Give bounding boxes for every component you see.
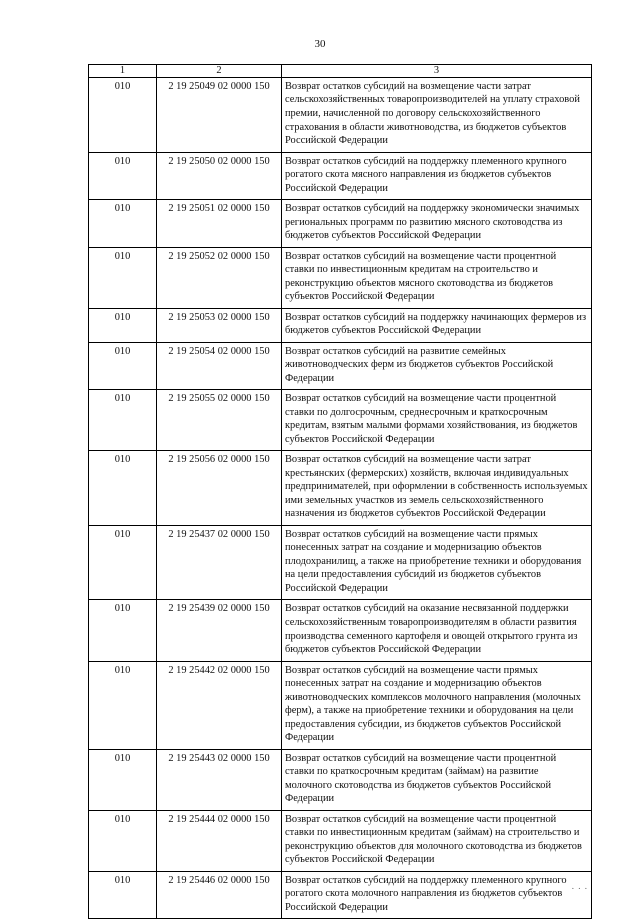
budget-code-cell: 2 19 25446 02 0000 150: [157, 871, 282, 919]
description-cell: Возврат остатков субсидий на возмещение части прямых понесенных затрат на создание и модернизацию объектов плодохранилищ, а также на приобретение техники и оборудования на цели предоставления субсидий из бюджетов субъектов Российской Федерации: [282, 525, 592, 600]
budget-code-cell: 2 19 25056 02 0000 150: [157, 451, 282, 526]
admin-code-cell: 010: [89, 525, 157, 600]
admin-code-cell: 010: [89, 200, 157, 248]
admin-code-cell: 010: [89, 247, 157, 308]
table-row: [89, 749, 592, 810]
table-header: [89, 65, 592, 78]
table-body: [89, 77, 592, 918]
description-cell: Возврат остатков субсидий на возмещение части процентной ставки по краткосрочным кредитам (займам) на развитие молочного скотоводства из бюджетов субъектов Российской Федерации: [282, 749, 592, 810]
table-row: [89, 77, 592, 152]
corner-mark: . . .: [571, 881, 588, 891]
budget-code-cell: 2 19 25444 02 0000 150: [157, 810, 282, 871]
table-row: [89, 661, 592, 749]
budget-code-cell: 2 19 25051 02 0000 150: [157, 200, 282, 248]
budget-code-cell: 2 19 25437 02 0000 150: [157, 525, 282, 600]
admin-code-cell: 010: [89, 342, 157, 390]
table-row: [89, 600, 592, 661]
budget-code-cell: 2 19 25055 02 0000 150: [157, 390, 282, 451]
description-cell: Возврат остатков субсидий на поддержку племенного крупного рогатого скота молочного направления из бюджетов субъектов Российской Федерации: [282, 871, 592, 919]
budget-code-cell: 2 19 25439 02 0000 150: [157, 600, 282, 661]
description-cell: Возврат остатков субсидий на поддержку экономически значимых региональных программ по развитию мясного скотоводства из бюджетов субъектов Российской Федерации: [282, 200, 592, 248]
description-cell: Возврат остатков субсидий на возмещение части прямых понесенных затрат на создание и модернизацию объектов животноводческих комплексов молочного направления (молочных ферм), а также на приобретение техники и оборудования на цели предоставления субсидии, из бюджетов субъектов Российской Федерации: [282, 661, 592, 749]
table-row: [89, 247, 592, 308]
table-row: [89, 390, 592, 451]
table-row: [89, 451, 592, 526]
admin-code-cell: 010: [89, 152, 157, 200]
header-col-1: 1: [89, 65, 157, 78]
table-row: [89, 525, 592, 600]
description-cell: Возврат остатков субсидий на развитие семейных животноводческих ферм из бюджетов субъектов Российской Федерации: [282, 342, 592, 390]
table-row: [89, 200, 592, 248]
description-cell: Возврат остатков субсидий на поддержку начинающих фермеров из бюджетов субъектов Российской Федерации: [282, 308, 592, 342]
admin-code-cell: 010: [89, 749, 157, 810]
admin-code-cell: 010: [89, 810, 157, 871]
description-cell: Возврат остатков субсидий на возмещение части процентной ставки по инвестиционным кредитам на строительство и реконструкцию объектов мясного скотоводства из бюджетов субъектов Российской Федерации: [282, 247, 592, 308]
admin-code-cell: 010: [89, 390, 157, 451]
admin-code-cell: 010: [89, 77, 157, 152]
description-cell: Возврат остатков субсидий на поддержку племенного крупного рогатого скота мясного направления из бюджетов субъектов Российской Федерации: [282, 152, 592, 200]
budget-code-cell: 2 19 25053 02 0000 150: [157, 308, 282, 342]
budget-code-cell: 2 19 25050 02 0000 150: [157, 152, 282, 200]
header-col-2: 2: [157, 65, 282, 78]
budget-codes-table: [88, 64, 592, 919]
table-row: [89, 152, 592, 200]
description-cell: Возврат остатков субсидий на возмещение части затрат крестьянских (фермерских) хозяйств, включая индивидуальных предпринимателей, при оформлении в собственность используемых ими земельных участков из земель сельскохозяйственного назначения из бюджетов субъектов Российской Федерации: [282, 451, 592, 526]
admin-code-cell: 010: [89, 661, 157, 749]
description-cell: Возврат остатков субсидий на возмещение части процентной ставки по инвестиционным кредитам (займам) на строительство и реконструкцию объектов для молочного скотоводства из бюджетов субъектов Российской Федерации: [282, 810, 592, 871]
budget-code-cell: 2 19 25052 02 0000 150: [157, 247, 282, 308]
header-col-3: 3: [282, 65, 592, 78]
budget-code-cell: 2 19 25443 02 0000 150: [157, 749, 282, 810]
admin-code-cell: 010: [89, 451, 157, 526]
budget-code-cell: 2 19 25054 02 0000 150: [157, 342, 282, 390]
table-row: [89, 810, 592, 871]
description-cell: Возврат остатков субсидий на оказание несвязанной поддержки сельскохозяйственным товаропроизводителям в области развития производства семенного картофеля и овощей открытого грунта из бюджетов субъектов Российской Федерации: [282, 600, 592, 661]
table-row: [89, 342, 592, 390]
admin-code-cell: 010: [89, 600, 157, 661]
budget-code-cell: 2 19 25442 02 0000 150: [157, 661, 282, 749]
table-row: [89, 871, 592, 919]
description-cell: Возврат остатков субсидий на возмещение части затрат сельскохозяйственных товаропроизводителей на уплату страховой премии, начисленной по договору сельскохозяйственного страхования в области животноводства, из бюджетов субъектов Российской Федерации: [282, 77, 592, 152]
admin-code-cell: 010: [89, 308, 157, 342]
header-row: [89, 65, 592, 78]
description-cell: Возврат остатков субсидий на возмещение части процентной ставки по долгосрочным, среднесрочным и краткосрочным кредитам, взятым малыми формами хозяйствования, из бюджетов субъектов Российской Федерации: [282, 390, 592, 451]
page-number: 30: [314, 38, 326, 50]
budget-code-cell: 2 19 25049 02 0000 150: [157, 77, 282, 152]
table-row: [89, 308, 592, 342]
admin-code-cell: 010: [89, 871, 157, 919]
